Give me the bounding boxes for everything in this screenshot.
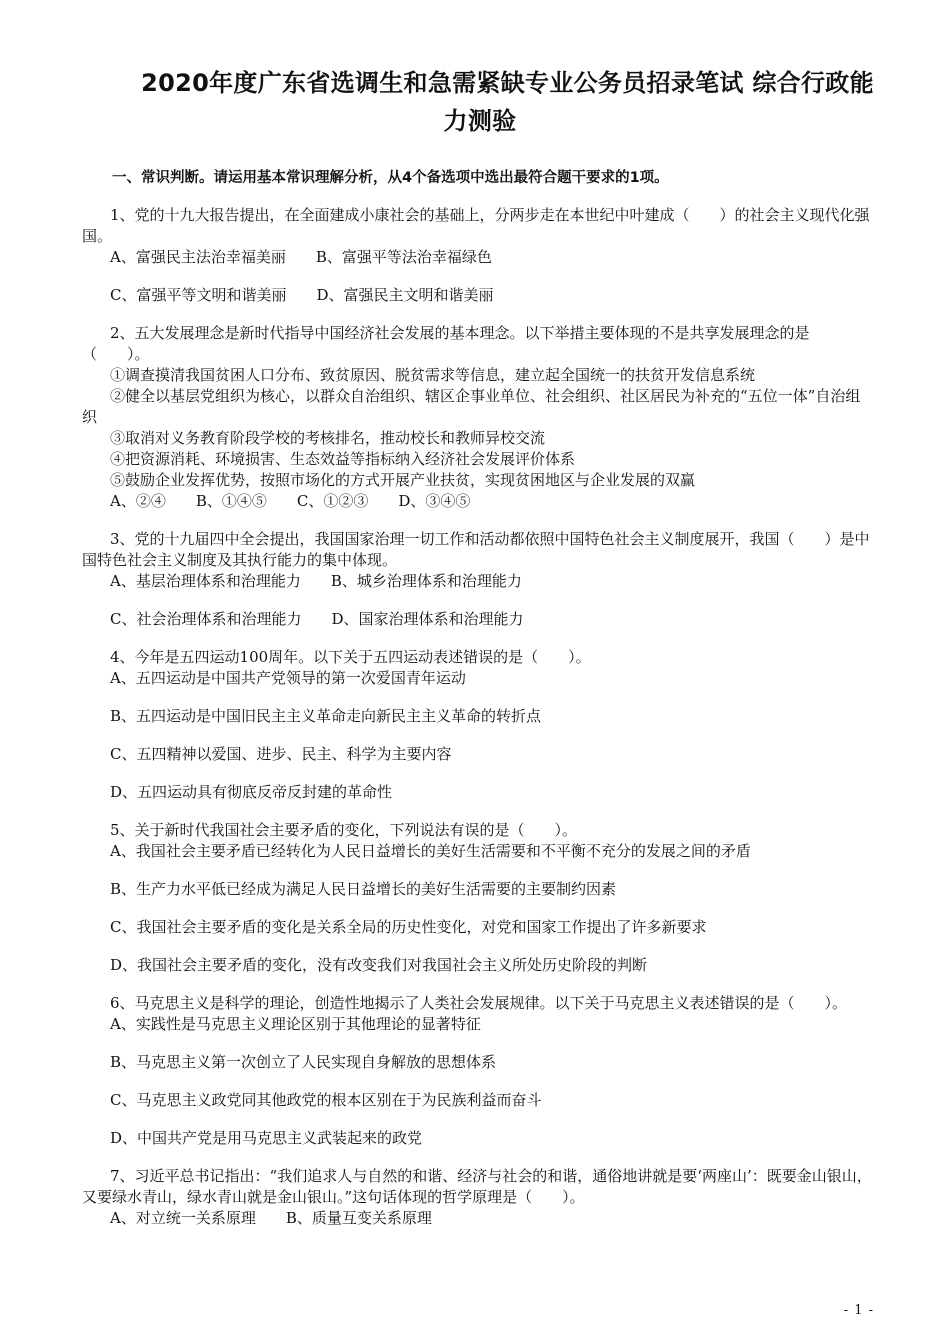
option-c: C、五四精神以爱国、进步、民主、科学为主要内容 bbox=[110, 745, 452, 763]
option-a: A、我国社会主要矛盾已经转化为人民日益增长的美好生活需要和不平衡不充分的发展之间的矛盾 bbox=[110, 842, 751, 860]
question-options: C、富强平等文明和谐美丽 D、富强民主文明和谐美丽 bbox=[110, 286, 494, 304]
question-stem: 3、党的十九届四中全会提出，我国国家治理一切工作和活动都依照中国特色社会主义制度展开，我国（ ）是中国特色社会主义制度及其执行能力的集中体现。 bbox=[82, 530, 870, 569]
option-b: B、马克思主义第一次创立了人民实现自身解放的思想体系 bbox=[110, 1053, 497, 1071]
statement: ④把资源消耗、环境损害、生态效益等指标纳入经济社会发展评价体系 bbox=[110, 450, 576, 468]
option-b: B、生产力水平低已经成为满足人民日益增长的美好生活需要的主要制约因素 bbox=[110, 880, 617, 898]
question-options: A、基层治理体系和治理能力 B、城乡治理体系和治理能力 bbox=[110, 572, 522, 590]
option-a: A、实践性是马克思主义理论区别于其他理论的显著特征 bbox=[110, 1015, 481, 1033]
option-d: D、中国共产党是用马克思主义武装起来的政党 bbox=[110, 1129, 423, 1147]
option-b: B、五四运动是中国旧民主主义革命走向新民主主义革命的转折点 bbox=[110, 707, 542, 725]
option-c: C、我国社会主要矛盾的变化是关系全局的历史性变化，对党和国家工作提出了许多新要求 bbox=[110, 918, 707, 936]
statement: ②健全以基层党组织为核心，以群众自治组织、辖区企事业单位、社会组织、社区居民为补充的“五位一体”自治组织 bbox=[82, 387, 861, 426]
section-heading: 一、常识判断。请运用基本常识理解分析，从4个备选项中选出最符合题干要求的1项。 bbox=[112, 170, 669, 186]
question-options: A、②④ B、①④⑤ C、①②③ D、③④⑤ bbox=[110, 492, 471, 510]
question-6 bbox=[82, 993, 872, 1149]
question-stem: 7、习近平总书记指出：“我们追求人与自然的和谐、经济与社会的和谐，通俗地讲就是要‘两座山’：既要金山银山，又要绿水青山，绿水青山就是金山银山。”这句话体现的哲学原理是（ ）。 bbox=[82, 1167, 872, 1206]
page-title: 2020年度广东省选调生和急需紧缺专业公务员招录笔试 综合行政能力测验 bbox=[141, 69, 874, 135]
question-options: A、对立统一关系原理 B、质量互变关系原理 bbox=[110, 1209, 432, 1227]
statement: ③取消对义务教育阶段学校的考核排名，推动校长和教师异校交流 bbox=[110, 429, 546, 447]
question-stem: 4、今年是五四运动100周年。以下关于五四运动表述错误的是（ ）。 bbox=[110, 648, 591, 666]
option-d: D、五四运动具有彻底反帝反封建的革命性 bbox=[110, 783, 393, 801]
question-3 bbox=[82, 529, 872, 630]
option-c: C、马克思主义政党同其他政党的根本区别在于为民族利益而奋斗 bbox=[110, 1091, 542, 1109]
question-7 bbox=[82, 1166, 872, 1229]
statement: ⑤鼓励企业发挥优势，按照市场化的方式开展产业扶贫，实现贫困地区与企业发展的双赢 bbox=[110, 471, 696, 489]
option-d: D、我国社会主要矛盾的变化，没有改变我们对我国社会主义所处历史阶段的判断 bbox=[110, 956, 648, 974]
question-options: A、富强民主法治幸福美丽 B、富强平等法治幸福绿色 bbox=[110, 248, 492, 266]
question-2 bbox=[82, 323, 872, 512]
question-stem: 2、五大发展理念是新时代指导中国经济社会发展的基本理念。以下举措主要体现的不是共享发展理念的是（ ）。 bbox=[82, 324, 810, 363]
question-list bbox=[82, 205, 872, 1241]
question-stem: 1、党的十九大报告提出，在全面建成小康社会的基础上，分两步走在本世纪中叶建成（ ）的社会主义现代化强国。 bbox=[82, 206, 870, 245]
option-a: A、五四运动是中国共产党领导的第一次爱国青年运动 bbox=[110, 669, 466, 687]
question-4 bbox=[82, 647, 872, 803]
question-options: C、社会治理体系和治理能力 D、国家治理体系和治理能力 bbox=[110, 610, 524, 628]
question-stem: 5、关于新时代我国社会主要矛盾的变化，下列说法有误的是（ ）。 bbox=[110, 821, 578, 839]
question-1 bbox=[82, 205, 872, 306]
page-number: - 1 - bbox=[843, 1303, 874, 1318]
question-5 bbox=[82, 820, 872, 976]
question-stem: 6、马克思主义是科学的理论，创造性地揭示了人类社会发展规律。以下关于马克思主义表述错误的是（ ）。 bbox=[110, 994, 848, 1012]
statement: ①调查摸清我国贫困人口分布、致贫原因、脱贫需求等信息，建立起全国统一的扶贫开发信息系统 bbox=[110, 366, 756, 384]
